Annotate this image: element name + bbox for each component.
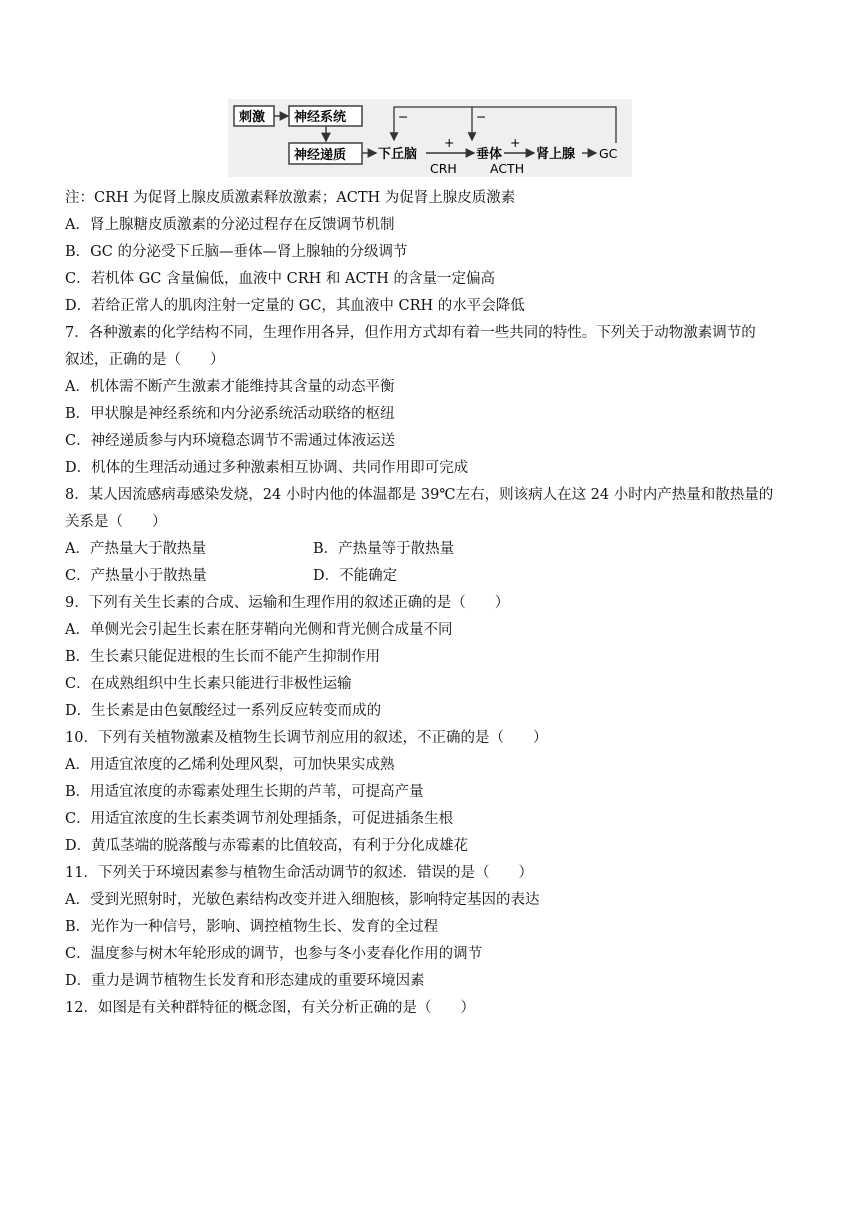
q11-option-d: D．重力是调节植物生长发育和形态建成的重要环境因素 bbox=[65, 973, 425, 989]
nervous-system-text: 神经系统 bbox=[294, 110, 347, 125]
plus-crh: + bbox=[444, 135, 455, 150]
q7-stem-line1: 7．各种激素的化学结构不同，生理作用各异，但作用方式却有着一些共同的特性。下列关于动物激素调节的 bbox=[65, 325, 756, 341]
q10-option-d: D．黄瓜茎端的脱落酸与赤霉素的比值较高，有利于分化成雄花 bbox=[65, 838, 469, 854]
adrenal-text: 肾上腺 bbox=[536, 147, 576, 162]
q8-options-row1 bbox=[65, 539, 454, 559]
diagram-svg bbox=[228, 99, 632, 177]
q10-option-c: C．用适宜浓度的生长素类调节剂处理插条，可促进插条生根 bbox=[65, 811, 454, 827]
q7-option-a: A．机体需不断产生激素才能维持其含量的动态平衡 bbox=[65, 379, 395, 395]
q8-options-row2 bbox=[65, 566, 397, 586]
q9-option-c: C．在成熟组织中生长素只能进行非极性运输 bbox=[65, 676, 352, 692]
q10-option-a: A．用适宜浓度的乙烯利处理风梨，可加快果实成熟 bbox=[65, 757, 395, 773]
q7-option-d: D．机体的生理活动通过多种激素相互协调、共同作用即可完成 bbox=[65, 460, 469, 476]
plus-acth: + bbox=[510, 135, 521, 150]
q6-option-d: D．若给正常人的肌肉注射一定量的 GC，其血液中 CRH 的水平会降低 bbox=[65, 298, 525, 314]
neurotransmitter-text: 神经递质 bbox=[294, 148, 347, 163]
q12-stem: 12．如图是有关种群特征的概念图，有关分析正确的是（ ） bbox=[65, 1000, 475, 1016]
q8-stem-line1: 8．某人因流感病毒感染发烧，24 小时内他的体温都是 39℃左右，则该病人在这 24 小时内产热量和散热量的 bbox=[65, 487, 774, 503]
acth-label: ACTH bbox=[490, 161, 525, 176]
hypothalamus-text: 下丘脑 bbox=[378, 147, 418, 162]
hormone-regulation-diagram bbox=[228, 99, 632, 177]
q11-option-b: B．光作为一种信号，影响、调控植物生长、发育的全过程 bbox=[65, 919, 439, 935]
minus-pituitary: − bbox=[476, 109, 487, 124]
q6-option-a: A．肾上腺糖皮质激素的分泌过程存在反馈调节机制 bbox=[65, 217, 395, 233]
q11-stem: 11．下列关于环境因素参与植物生命活动调节的叙述．错误的是（ ） bbox=[65, 865, 533, 881]
q7-option-c: C．神经递质参与内环境稳态调节不需通过体液运送 bbox=[65, 433, 396, 449]
q9-stem: 9．下列有关生长素的合成、运输和生理作用的叙述正确的是（ ） bbox=[65, 595, 510, 611]
q11-option-a: A．受到光照射时，光敏色素结构改变并进入细胞核，影响特定基因的表达 bbox=[65, 892, 540, 908]
q8-option-c: C．产热量小于散热量 bbox=[65, 568, 207, 584]
q10-option-b: B．用适宜浓度的赤霉素处理生长期的芦苇，可提高产量 bbox=[65, 784, 424, 800]
q8-option-d: D．不能确定 bbox=[313, 568, 398, 584]
stimulus-text: 刺激 bbox=[239, 110, 266, 125]
q10-stem: 10．下列有关植物激素及植物生长调节剂应用的叙述，不正确的是（ ） bbox=[65, 730, 548, 746]
q8-option-b: B．产热量等于散热量 bbox=[313, 541, 455, 557]
q9-option-d: D．生长素是由色氨酸经过一系列反应转变而成的 bbox=[65, 703, 382, 719]
diagram-note: 注：CRH 为促肾上腺皮质激素释放激素；ACTH 为促肾上腺皮质激素 bbox=[65, 190, 516, 206]
q6-option-b: B．GC 的分泌受下丘脑—垂体—肾上腺轴的分级调节 bbox=[65, 244, 408, 260]
q8-stem-line2: 关系是（ ） bbox=[65, 514, 167, 530]
gc-text: GC bbox=[599, 146, 618, 161]
crh-label: CRH bbox=[430, 161, 457, 176]
feedback-gc-hypothalamus bbox=[394, 107, 616, 143]
q7-stem-line2: 叙述，正确的是（ ） bbox=[65, 352, 225, 368]
pituitary-text: 垂体 bbox=[476, 147, 503, 162]
q6-option-c: C．若机体 GC 含量偏低，血液中 CRH 和 ACTH 的含量一定偏高 bbox=[65, 271, 495, 287]
q11-option-c: C．温度参与树木年轮形成的调节，也参与冬小麦春化作用的调节 bbox=[65, 946, 483, 962]
q8-option-a: A．产热量大于散热量 bbox=[65, 541, 206, 557]
q7-option-b: B．甲状腺是神经系统和内分泌系统活动联络的枢纽 bbox=[65, 406, 395, 422]
q9-option-a: A．单侧光会引起生长素在胚芽鞘向光侧和背光侧合成量不同 bbox=[65, 622, 453, 638]
minus-hypothalamus: − bbox=[398, 109, 409, 124]
q9-option-b: B．生长素只能促进根的生长而不能产生抑制作用 bbox=[65, 649, 381, 665]
